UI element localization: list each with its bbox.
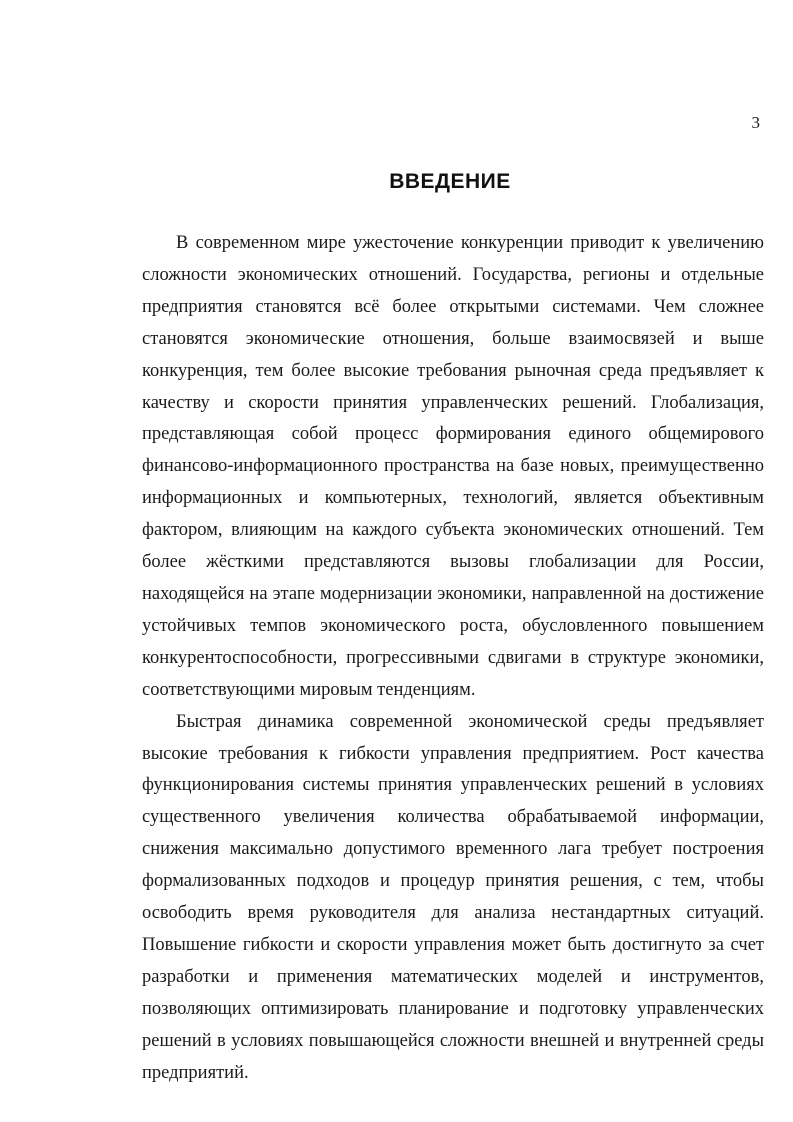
paragraph: Быстрая динамика современной экономической среды предъявляет высокие требования к гибкости управления предприятием. Рост качества функционирования системы принятия управленческих решений в условиях существенного увеличения количества обрабатываемой информации, снижения максимально допустимого временного лага требует построения формализованных подходов и процедур принятия решения, с тем, чтобы освободить время руководителя для анализа нестандартных ситуаций. Повышение гибкости и скорости управления может быть достигнуто за счет разработки и применения математических моделей и инструментов, позволяющих оптимизировать планирование и подготовку управленческих решений в условиях повышающейся сложности внешней и внутренней среды предприятий. — [142, 711, 764, 1083]
page-title: ВВЕДЕНИЕ — [389, 170, 511, 193]
body-text — [142, 228, 764, 1089]
paragraph: В современном мире ужесточение конкуренции приводит к увеличению сложности экономических отношений. Государства, регионы и отдельные предприятия становятся всё более открытыми системами. Чем сложнее становятся экономические отношения, больше взаимосвязей и выше конкуренция, тем более высокие требования рыночная среда предъявляет к качеству и скорости принятия управленческих решений. Глобализация, представляющая собой процесс формирования единого общемирового финансово-информационного пространства на базе новых, преимущественно информационных и компьютерных, технологий, является объективным фактором, влияющим на каждого субъекта экономических отношений. Тем более жёсткими представляются вызовы глобализации для России, находящейся на этапе модернизации экономики, направленной на достижение устойчивых темпов экономического роста, обусловленного повышением конкурентоспособности, прогрессивными сдвигами в структуре экономики, соответствующими мировым тенденциям. — [142, 233, 764, 700]
page-number: 3 — [751, 113, 760, 132]
